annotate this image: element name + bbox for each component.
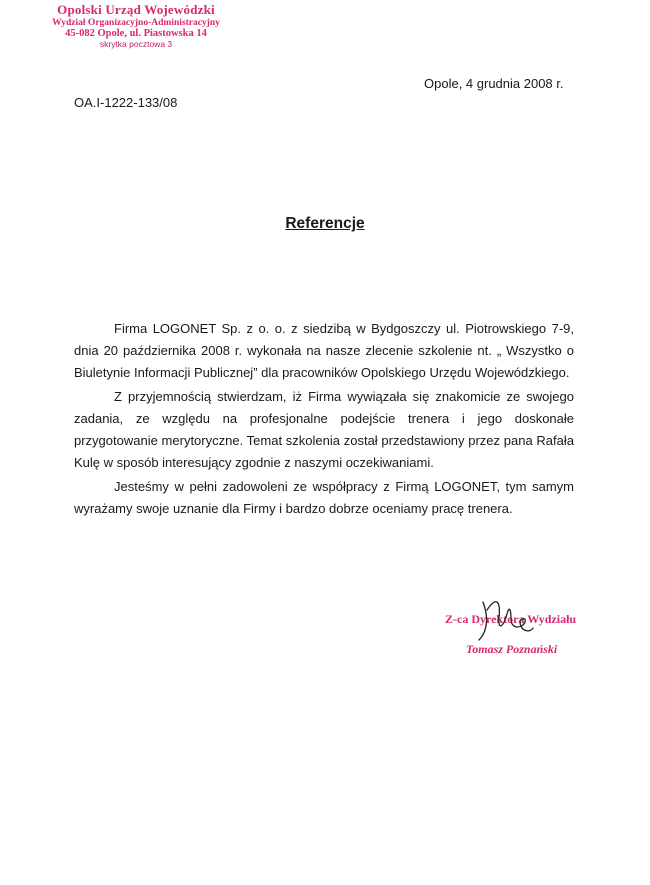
signatory-name: Tomasz Poznański [466,642,558,656]
office-stamp [36,3,236,49]
document-title: Referencje [285,215,365,232]
handwritten-signature [465,588,535,648]
paragraph-2: Z przyjemnością stwierdzam, iż Firma wywiązała się znakomicie ze swojego zadania, ze względu na profesjonalne podejście trenera i jego doskonałe przygotowanie merytoryczne. Temat szkolenia został przedstawiony przez pana Rafała Kulę w sposób interesujący zgodnie z naszymi oczekiwaniami. [74,389,574,470]
stamp-office-name: Opolski Urząd Wojewódzki [57,2,215,17]
stamp-po-box: skrytka pocztowa 3 [99,38,173,49]
reference-number: OA.I-1222-133/08 [74,95,178,110]
stamp-address: 45-082 Opole, ul. Piastowska 14 [65,28,207,40]
signatory-role: Z-ca Dyrektora Wydziału [445,612,577,626]
letter-date: Opole, 4 grudnia 2008 r. [424,76,564,91]
stamp-department: Wydział Organizacyjno-Administracyjny [52,17,220,28]
letter-body [74,318,574,522]
paragraph-3: Jesteśmy w pełni zadowoleni ze współpracy z Firmą LOGONET, tym samym wyrażamy swoje uznanie dla Firmy i bardzo dobrze oceniamy pracę trenera. [74,479,574,516]
paragraph-1: Firma LOGONET Sp. z o. o. z siedzibą w Bydgoszczy ul. Piotrowskiego 7-9, dnia 20 października 2008 r. wykonała na nasze zlecenie szkolenie nt. „ Wszystko o Biuletynie Informacji Publicznej” dla pracowników Opolskiego Urzędu Wojewódzkiego. [74,321,574,380]
